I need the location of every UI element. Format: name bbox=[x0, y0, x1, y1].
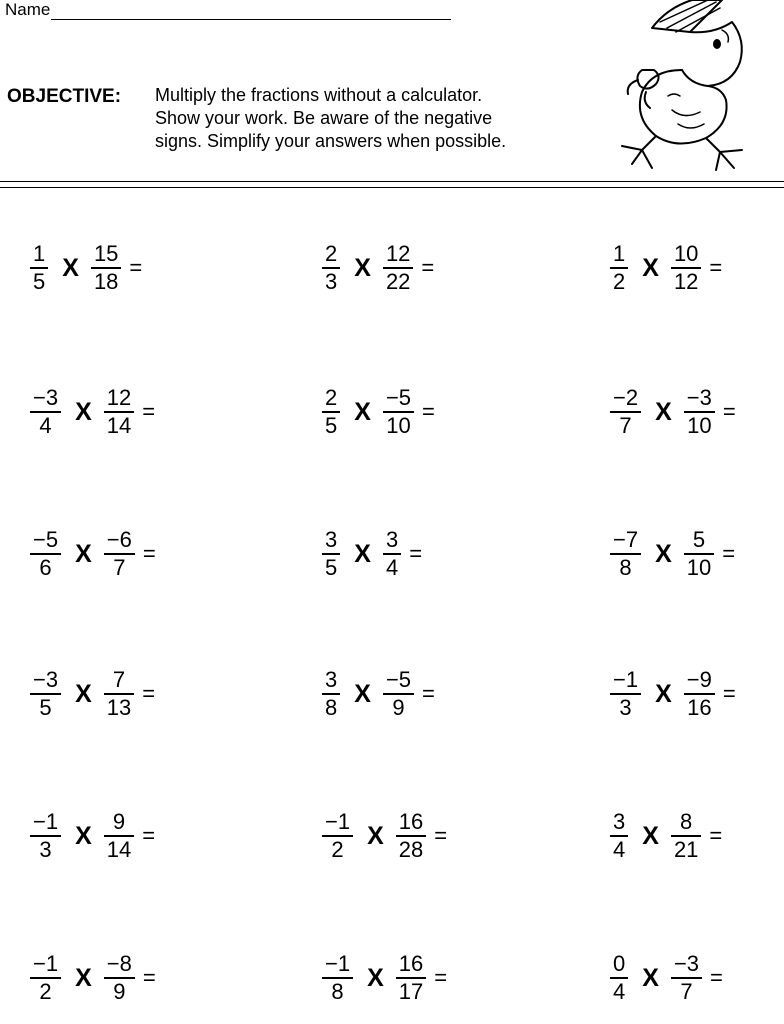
first-fraction bbox=[322, 242, 340, 294]
first-fraction bbox=[30, 668, 61, 720]
numerator: 1 bbox=[33, 241, 46, 266]
numerator: 3 bbox=[385, 527, 399, 552]
second-fraction bbox=[671, 810, 701, 862]
equals-sign: = bbox=[434, 823, 448, 848]
equals-sign: = bbox=[722, 399, 736, 424]
denominator: 2 bbox=[39, 979, 52, 1004]
second-fraction bbox=[684, 528, 714, 580]
equals-sign: = bbox=[142, 399, 156, 424]
numerator: −1 bbox=[325, 809, 351, 834]
numerator: 3 bbox=[325, 667, 338, 692]
second-fraction bbox=[91, 242, 121, 294]
second-fraction bbox=[104, 810, 134, 862]
denominator: 17 bbox=[398, 979, 424, 1004]
numerator: 9 bbox=[112, 809, 126, 834]
denominator: 22 bbox=[385, 269, 411, 294]
second-fraction bbox=[383, 242, 413, 294]
denominator: 10 bbox=[686, 555, 712, 580]
first-fraction bbox=[30, 242, 48, 294]
multiply-sign: X bbox=[354, 539, 371, 568]
denominator: 12 bbox=[673, 269, 699, 294]
problem-r5-c2 bbox=[322, 810, 447, 862]
denominator: 5 bbox=[325, 413, 338, 438]
numerator: −6 bbox=[106, 527, 132, 552]
first-fraction bbox=[610, 242, 628, 294]
second-fraction bbox=[684, 668, 715, 720]
first-fraction bbox=[610, 528, 641, 580]
numerator: 1 bbox=[613, 241, 626, 266]
first-fraction bbox=[30, 386, 61, 438]
problem-r6-c2 bbox=[322, 952, 447, 1004]
first-fraction bbox=[322, 952, 353, 1004]
problem-r4-c3 bbox=[610, 668, 736, 720]
problem-r5-c1 bbox=[30, 810, 155, 862]
equals-sign: = bbox=[422, 399, 435, 424]
multiply-sign: X bbox=[642, 821, 659, 850]
second-fraction bbox=[104, 668, 134, 720]
denominator: 3 bbox=[39, 837, 52, 862]
multiply-sign: X bbox=[75, 539, 92, 568]
second-fraction bbox=[396, 952, 426, 1004]
equals-sign: = bbox=[422, 681, 435, 706]
numerator: −3 bbox=[673, 951, 700, 976]
denominator: 8 bbox=[619, 555, 632, 580]
numerator: −5 bbox=[385, 667, 412, 692]
numerator: 12 bbox=[106, 385, 132, 410]
denominator: 4 bbox=[613, 979, 626, 1004]
numerator: 2 bbox=[325, 241, 338, 266]
denominator: 16 bbox=[687, 695, 712, 720]
multiply-sign: X bbox=[354, 397, 371, 426]
first-fraction bbox=[322, 386, 340, 438]
equals-sign: = bbox=[709, 255, 723, 280]
numerator: −1 bbox=[33, 809, 59, 834]
denominator: 14 bbox=[106, 837, 132, 862]
multiply-sign: X bbox=[75, 963, 92, 992]
problem-r1-c2 bbox=[322, 242, 434, 294]
objective-line-1: Multiply the fractions without a calculator. bbox=[155, 85, 483, 105]
denominator: 4 bbox=[385, 555, 399, 580]
multiply-sign: X bbox=[354, 253, 371, 282]
denominator: 3 bbox=[619, 695, 632, 720]
problem-r5-c3 bbox=[610, 810, 722, 862]
denominator: 7 bbox=[113, 555, 126, 580]
equals-sign: = bbox=[421, 255, 435, 280]
numerator: −1 bbox=[325, 951, 351, 976]
numerator: −3 bbox=[33, 667, 59, 692]
numerator: 2 bbox=[325, 385, 338, 410]
problem-r4-c1 bbox=[30, 668, 155, 720]
denominator: 7 bbox=[619, 413, 632, 438]
equals-sign: = bbox=[409, 541, 423, 566]
equals-sign: = bbox=[142, 681, 156, 706]
objective-line-2: Show your work. Be aware of the negative bbox=[155, 108, 493, 128]
numerator: −1 bbox=[33, 951, 59, 976]
problem-r2-c3 bbox=[610, 386, 736, 438]
equals-sign: = bbox=[722, 681, 736, 706]
problem-r1-c3 bbox=[610, 242, 722, 294]
numerator: −8 bbox=[106, 951, 132, 976]
equals-sign: = bbox=[142, 965, 156, 990]
numerator: 3 bbox=[325, 527, 338, 552]
equals-sign: = bbox=[709, 823, 723, 848]
equals-sign: = bbox=[142, 823, 156, 848]
objective-line-3: signs. Simplify your answers when possible. bbox=[155, 131, 507, 151]
multiply-sign: X bbox=[62, 253, 79, 282]
denominator: 21 bbox=[673, 837, 699, 862]
problem-r2-c1 bbox=[30, 386, 155, 438]
denominator: 5 bbox=[325, 555, 338, 580]
first-fraction bbox=[322, 810, 353, 862]
numerator: 8 bbox=[680, 809, 693, 834]
problem-r4-c2 bbox=[322, 668, 435, 720]
numerator: −3 bbox=[686, 385, 712, 410]
first-fraction bbox=[322, 668, 340, 720]
numerator: 0 bbox=[613, 951, 626, 976]
numerator: −5 bbox=[385, 385, 412, 410]
equals-sign: = bbox=[434, 965, 448, 990]
second-fraction bbox=[671, 242, 701, 294]
denominator: 13 bbox=[106, 695, 132, 720]
denominator: 8 bbox=[325, 695, 338, 720]
problem-r6-c3 bbox=[610, 952, 723, 1004]
second-fraction bbox=[383, 528, 401, 580]
denominator: 28 bbox=[398, 837, 424, 862]
problem-r6-c1 bbox=[30, 952, 156, 1004]
first-fraction bbox=[610, 668, 641, 720]
problem-r3-c3 bbox=[610, 528, 735, 580]
denominator: 9 bbox=[113, 979, 126, 1004]
denominator: 4 bbox=[613, 837, 626, 862]
multiply-sign: X bbox=[354, 679, 371, 708]
numerator: −5 bbox=[33, 527, 59, 552]
numerator: −7 bbox=[613, 527, 639, 552]
problem-r3-c1 bbox=[30, 528, 156, 580]
denominator: 5 bbox=[33, 269, 46, 294]
multiply-sign: X bbox=[655, 539, 672, 568]
multiply-sign: X bbox=[655, 397, 672, 426]
numerator: 12 bbox=[385, 241, 411, 266]
denominator: 18 bbox=[93, 269, 119, 294]
problem-r1-c1 bbox=[30, 242, 142, 294]
second-fraction bbox=[383, 668, 414, 720]
denominator: 10 bbox=[687, 413, 712, 438]
numerator: −9 bbox=[686, 667, 712, 692]
numerator: 3 bbox=[613, 809, 626, 834]
first-fraction bbox=[30, 528, 61, 580]
second-fraction bbox=[671, 952, 702, 1004]
denominator: 3 bbox=[325, 269, 338, 294]
numerator: 15 bbox=[93, 241, 119, 266]
first-fraction bbox=[610, 386, 641, 438]
second-fraction bbox=[104, 386, 134, 438]
numerator: 10 bbox=[673, 241, 699, 266]
equals-sign: = bbox=[142, 541, 156, 566]
denominator: 2 bbox=[331, 837, 344, 862]
equals-sign: = bbox=[722, 541, 736, 566]
denominator: 4 bbox=[39, 413, 52, 438]
second-fraction bbox=[396, 810, 426, 862]
first-fraction bbox=[322, 528, 340, 580]
equals-sign: = bbox=[129, 255, 143, 280]
multiply-sign: X bbox=[367, 821, 384, 850]
denominator: 2 bbox=[613, 269, 626, 294]
denominator: 5 bbox=[39, 695, 52, 720]
second-fraction bbox=[383, 386, 414, 438]
objective-label: OBJECTIVE: bbox=[7, 86, 122, 107]
numerator: 16 bbox=[398, 951, 424, 976]
multiply-sign: X bbox=[655, 679, 672, 708]
denominator: 8 bbox=[331, 979, 344, 1004]
denominator: 9 bbox=[392, 695, 405, 720]
numerator: −3 bbox=[33, 385, 59, 410]
numerator: 16 bbox=[398, 809, 424, 834]
multiply-sign: X bbox=[75, 397, 92, 426]
multiply-sign: X bbox=[75, 679, 92, 708]
denominator: 10 bbox=[386, 413, 411, 438]
second-fraction bbox=[104, 528, 135, 580]
multiply-sign: X bbox=[75, 821, 92, 850]
multiply-sign: X bbox=[367, 963, 384, 992]
multiply-sign: X bbox=[642, 963, 659, 992]
first-fraction bbox=[610, 810, 628, 862]
equals-sign: = bbox=[710, 965, 723, 990]
denominator: 6 bbox=[39, 555, 52, 580]
second-fraction bbox=[684, 386, 715, 438]
second-fraction bbox=[104, 952, 135, 1004]
first-fraction bbox=[610, 952, 628, 1004]
first-fraction bbox=[30, 810, 61, 862]
name-label: Name bbox=[5, 0, 51, 19]
numerator: 7 bbox=[112, 667, 126, 692]
multiply-sign: X bbox=[642, 253, 659, 282]
denominator: 7 bbox=[680, 979, 693, 1004]
numerator: 5 bbox=[692, 527, 706, 552]
problem-r2-c2 bbox=[322, 386, 435, 438]
numerator: −2 bbox=[613, 385, 639, 410]
numerator: −1 bbox=[613, 667, 639, 692]
first-fraction bbox=[30, 952, 61, 1004]
problem-r3-c2 bbox=[322, 528, 422, 580]
denominator: 14 bbox=[106, 413, 132, 438]
